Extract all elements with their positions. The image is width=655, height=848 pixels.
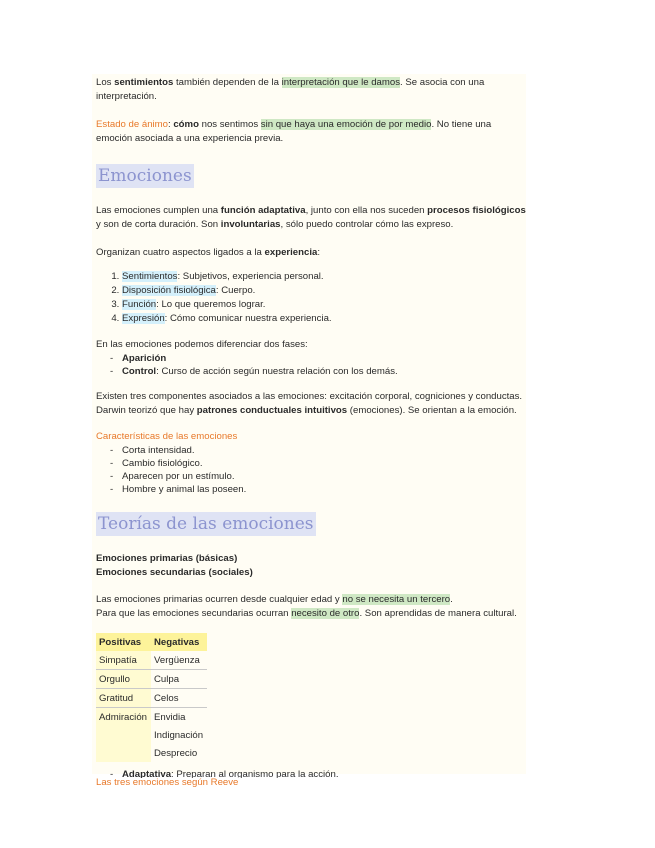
highlight: Disposición fisiológica	[122, 285, 216, 296]
heading-emociones-wrap	[96, 164, 526, 188]
text: y son de corta duración. Son	[96, 219, 221, 230]
list-item	[110, 365, 526, 378]
highlight: sin que haya una emoción de por medio	[260, 119, 432, 130]
table-cell: Gratitud	[96, 689, 151, 708]
subheading-reeve: Las tres emociones según Reeve	[96, 777, 239, 788]
text: . No tiene una emoción asociada a una experiencia previa.	[96, 119, 492, 144]
bold-term: Control	[122, 366, 157, 377]
table-cell: Desprecio	[154, 747, 198, 759]
reeve-list	[96, 768, 530, 778]
table-cell: Culpa	[151, 670, 207, 689]
highlight: interpretación que le damos	[281, 77, 401, 88]
bold-term: involuntarias	[220, 219, 281, 230]
text: .	[450, 594, 453, 605]
subheading-caracteristicas: Características de las emociones	[96, 431, 238, 442]
table-cell: Orgullo	[96, 670, 151, 689]
text: Las emociones cumplen una	[96, 205, 221, 216]
cut-off-line	[96, 768, 530, 778]
emotions-table	[96, 633, 207, 762]
table-row	[96, 689, 207, 708]
table-cell	[96, 744, 151, 762]
list-item: - Aparecen por un estímulo.	[110, 470, 526, 483]
paragraph-fases: En las emociones podemos diferenciar dos fases:	[96, 339, 308, 350]
text: . Se asocia con una interpretación.	[96, 77, 485, 102]
section-heading: Emociones	[98, 166, 192, 186]
text: Darwin teorizó que hay	[96, 405, 197, 416]
characteristics-list	[96, 444, 526, 496]
bold-term: experiencia	[264, 247, 318, 258]
highlight: no se necesita un tercero	[342, 594, 451, 605]
bold-term: Adaptativa	[122, 769, 172, 778]
highlight: Sentimientos	[122, 271, 178, 282]
text: : Cuerpo.	[215, 285, 256, 296]
paragraph-funcion	[96, 204, 526, 232]
orange-term: Estado de ánimo	[96, 119, 168, 130]
bold-term: Aparición	[122, 353, 167, 364]
text: : Lo que queremos lograr.	[156, 299, 266, 310]
paragraph-tipos	[96, 552, 526, 580]
list-item	[122, 298, 526, 312]
table-cell	[96, 726, 151, 744]
table-row	[96, 744, 207, 762]
table-header: Negativas	[151, 633, 207, 651]
bold-term: Emociones secundarias (sociales)	[96, 567, 253, 578]
bold-term: cómo	[173, 119, 199, 130]
list-item	[110, 352, 526, 365]
text: nos sentimos	[198, 119, 261, 130]
bold-term: patrones conductuales intuitivos	[196, 405, 348, 416]
text: :	[168, 119, 174, 130]
table-row	[96, 708, 207, 727]
table-cell: Celos	[151, 689, 207, 708]
list-item	[122, 270, 526, 284]
highlight: Función	[122, 299, 157, 310]
text: Los	[96, 77, 115, 88]
list-item: - Corta intensidad.	[110, 444, 526, 457]
table-cell: Admiración	[96, 708, 151, 727]
table-row	[96, 726, 207, 744]
paragraph-organizan	[96, 246, 526, 260]
text: : Curso de acción según nuestra relación con los demás.	[156, 366, 398, 377]
table-cell: Envidia	[154, 711, 186, 723]
phases-list	[96, 352, 526, 378]
paragraph-estado-animo	[96, 118, 526, 146]
text: Para que las emociones secundarias ocurran	[96, 608, 292, 619]
text: : Preparan al organismo para la acción.	[171, 769, 339, 778]
text: , sólo puedo controlar cómo las expreso.	[280, 219, 454, 230]
bold-term: función adaptativa	[220, 205, 306, 216]
list-item: - Cambio fisiológico.	[110, 457, 526, 470]
highlight: necesito de otro	[291, 608, 360, 619]
text: también dependen de la	[173, 77, 282, 88]
text: Existen tres componentes asociados a las emociones: excitación corporal, cogniciones y conductas.	[96, 391, 523, 402]
text: : Cómo comunicar nuestra experiencia.	[164, 313, 332, 324]
list-item	[110, 768, 530, 778]
table-cell: Indignación	[154, 729, 204, 741]
list-item: - Hombre y animal las poseen.	[110, 483, 526, 496]
document-content	[96, 76, 526, 790]
section-heading: Teorías de las emociones	[98, 514, 314, 534]
text: Organizan cuatro aspectos ligados a la	[96, 247, 265, 258]
bold-term: Emociones primarias (básicas)	[96, 553, 238, 564]
table-cell: Simpatía	[96, 651, 151, 670]
list-item	[122, 284, 526, 298]
list-item	[122, 312, 526, 326]
text: , junto con ella nos suceden	[305, 205, 428, 216]
bold-term: sentimientos	[114, 77, 174, 88]
heading-teorias-wrap	[96, 512, 526, 536]
text: (emociones). Se orientan a la emoción.	[347, 405, 517, 416]
table-row	[96, 651, 207, 670]
paragraph-sentimientos	[96, 76, 526, 104]
paragraph-primarias-secundarias	[96, 593, 526, 621]
bold-term: procesos fisiológicos	[427, 205, 526, 216]
table-row	[96, 670, 207, 689]
text: :	[317, 247, 321, 258]
highlight: Expresión	[122, 313, 165, 324]
aspects-list	[96, 270, 526, 326]
text: . Son aprendidas de manera cultural.	[359, 608, 517, 619]
table-header: Positivas	[96, 633, 151, 651]
text: : Subjetivos, experiencia personal.	[177, 271, 324, 282]
table-cell: Vergüenza	[151, 651, 207, 670]
text: Las emociones primarias ocurren desde cualquier edad y	[96, 594, 343, 605]
paragraph-componentes	[96, 390, 526, 418]
